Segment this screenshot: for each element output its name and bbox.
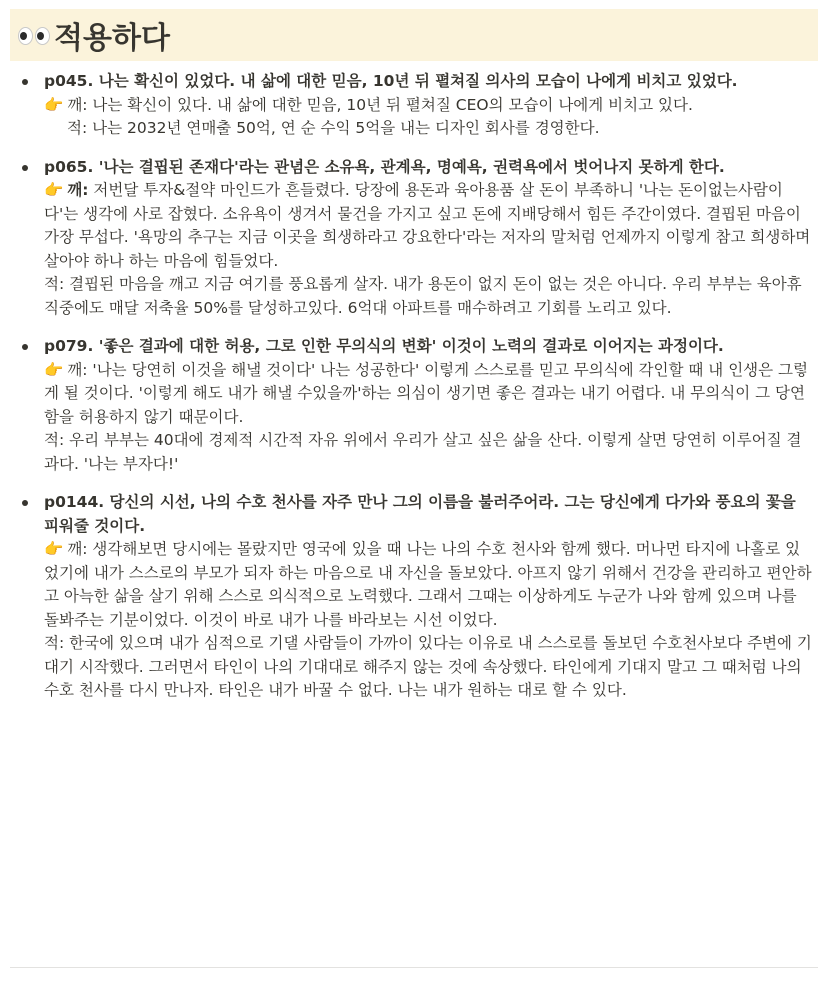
pointing-hand-icon: 👉	[44, 540, 64, 558]
list-item	[0, 491, 827, 703]
bullet-icon	[22, 79, 28, 85]
item-application: 적: 우리 부부는 40대에 경제적 시간적 자유 위에서 우리가 살고 싶은 삶을 산다. 이렇게 살면 당연히 이루어질 결과다. '나는 부자다!'	[44, 431, 802, 473]
item-title: p079. '좋은 결과에 대한 허용, 그로 인한 무의식의 변화' 이것이 노력의 결과로 이어지는 과정이다.	[44, 337, 724, 355]
item-application: 적: 결핍된 마음을 깨고 지금 여기를 풍요롭게 살자. 내가 용돈이 없지 돈이 없는 것은 아니다. 우리 부부는 육아휴직중에도 매달 저축율 50%를 달성하고있다. 6억대 아파트를 매수하려고 기회를 노리고 있다.	[44, 275, 802, 317]
left-eye-icon	[18, 27, 33, 45]
item-realization-label: 깨:	[67, 181, 89, 199]
right-eye-icon	[35, 27, 50, 45]
list-item	[0, 70, 827, 141]
item-realization	[44, 359, 813, 430]
item-application: 적: 나는 2032년 연매출 50억, 연 순 수익 5억을 내는 디자인 회사를 경영한다.	[67, 119, 600, 137]
callout-heading	[10, 9, 818, 61]
list-item	[0, 156, 827, 321]
pointing-hand-icon: 👉	[44, 95, 64, 114]
item-realization	[44, 538, 813, 632]
pointing-hand-icon: 👉	[44, 360, 64, 379]
divider	[10, 967, 818, 968]
item-title: p0144. 당신의 시선, 나의 수호 천사를 자주 만나 그의 이름을 불러주어라. 그는 당신에게 다가와 풍요의 꽃을 피워줄 것이다.	[44, 493, 796, 535]
eyes-icon	[18, 27, 50, 45]
item-title: p065. '나는 결핍된 존재다'라는 관념은 소유욕, 관계욕, 명예욕, 권력욕에서 벗어나지 못하게 한다.	[44, 157, 725, 176]
item-realization-text: 저번달 투자&절약 마인드가 흔들렸다. 당장에 용돈과 육아용품 살 돈이 부족하니 '나는 돈이없는사람이다'는 생각에 사로 잡혔다. 소유욕이 생겨서 물건을 가지고 싶고 돈에 지배당해서 힘든 주간이였다. 결핍된 마음이 가장 무섭다. '욕망의 추구는 지금 이곳을 희생하라고 강요한다'라는 저자의 말처럼 언제까지 이렇게 참고 희생하며 살아야 하나 하는 마음에 힘들었다.	[44, 181, 811, 270]
item-realization	[44, 179, 813, 273]
item-title: p045. 나는 확신이 있었다. 내 삶에 대한 믿음, 10년 뒤 펼쳐질 의사의 모습이 나에게 비치고 있었다.	[44, 72, 738, 90]
bullet-icon	[22, 500, 28, 506]
bullet-icon	[22, 344, 28, 350]
item-realization-text: 깨: '나는 당연히 이것을 해낼 것이다' 나는 성공한다' 이렇게 스스로를 믿고 무의식에 각인할 때 내 인생은 그렇게 될 것이다. '이렇게 해도 내가 해낼 수있을까'하는 의심이 생기면 좋은 결과는 내기 어렵다. 내 무의식이 그 당연함을 허용하지 않기 때문이다.	[44, 360, 808, 426]
item-application: 적: 한국에 있으며 내가 심적으로 기댈 사람들이 가까이 있다는 이유로 내 스스로를 돌보던 수호천사보다 주변에 기대기 시작했다. 그러면서 타인이 나의 기대대로 해주지 않는 것에 속상했다. 타인에게 기대지 말고 그 때처럼 나의 수호 천사를 다시 만나자. 타인은 내가 바꿀 수 없다. 나는 내가 원하는 대로 할 수 있다.	[44, 634, 812, 699]
bullet-icon	[22, 165, 28, 171]
item-realization	[44, 94, 813, 118]
page-title: 적용하다	[54, 21, 170, 56]
pointing-hand-icon: 👉	[44, 181, 64, 199]
item-realization-text: 깨: 생각해보면 당시에는 몰랐지만 영국에 있을 때 나는 나의 수호 천사와 함께 했다. 머나먼 타지에 나홀로 있었기에 내가 스스로의 부모가 되자 하는 마음으로 내 자신을 돌보았다. 아프지 않기 위해서 건강을 관리하고 편안하고 아늑한 삶을 살기 위해 스스로 의식적으로 노력했다. 그래서 그때는 이상하게도 누군가 나와 함께 있으며 나를 돌봐주는 기분이었다. 이것이 바로 내가 나를 바라보는 시선 이었다.	[44, 540, 812, 629]
list-item	[0, 335, 827, 476]
bullet-list	[0, 70, 827, 718]
item-realization-text: 깨: 나는 확신이 있다. 내 삶에 대한 믿음, 10년 뒤 펼쳐질 CEO의 모습이 나에게 비치고 있다.	[67, 95, 693, 114]
